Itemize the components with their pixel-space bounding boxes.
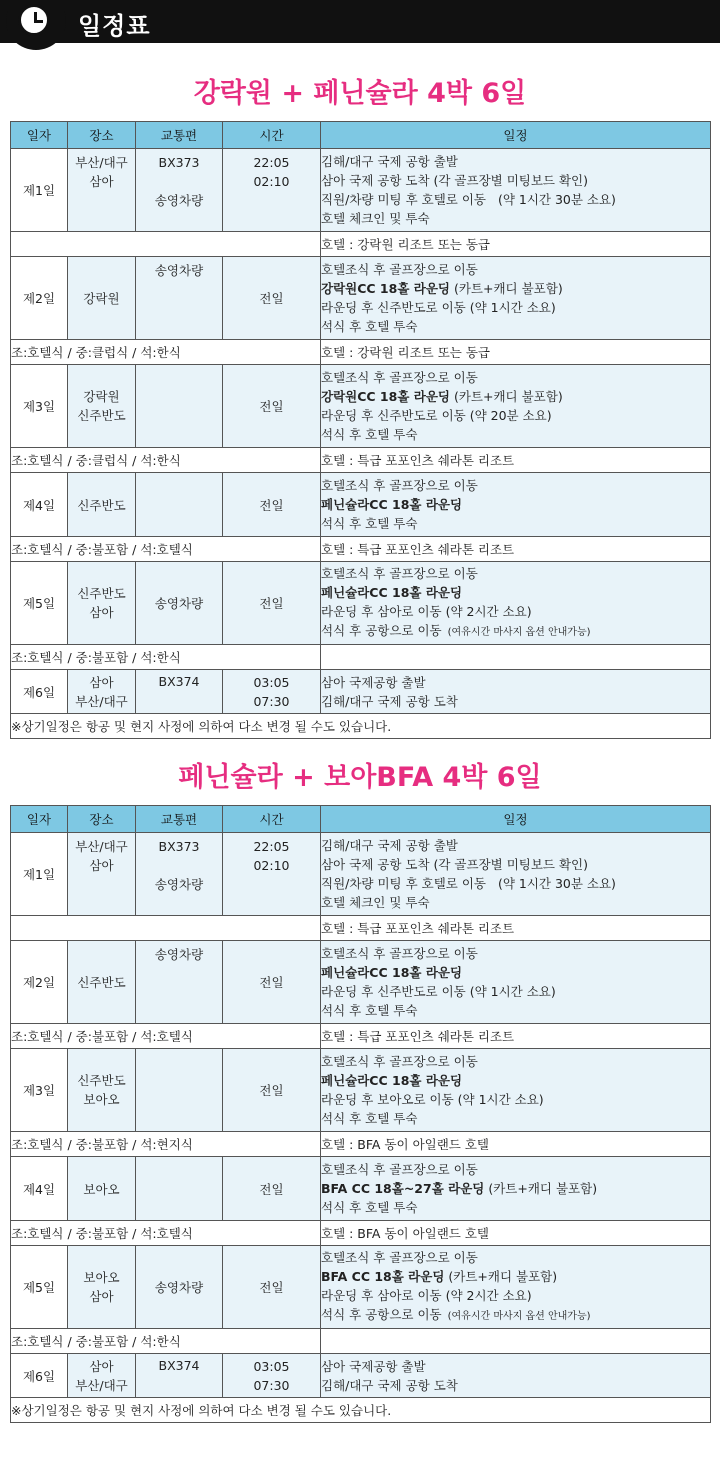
day-cell: 제4일 <box>11 473 68 537</box>
plan-title: 강락원 + 페닌슐라 4박 6일 <box>193 78 527 109</box>
transport-cell <box>136 1157 223 1221</box>
col-schedule: 일정 <box>321 122 711 149</box>
place-cell: 삼아 부산/대구 <box>68 1354 136 1398</box>
time-cell: 03:05 07:30 <box>223 1354 321 1398</box>
place-cell: 신주반도 보아오 <box>68 1049 136 1132</box>
place-cell: 보아오 <box>68 1157 136 1221</box>
transport-cell: BX373 송영차량 <box>136 833 223 916</box>
col-time: 시간 <box>223 122 321 149</box>
meal-cell: 조:호텔식 / 중:불포함 / 석:한식 <box>11 1329 321 1354</box>
schedule-detail: 삼아 국제공항 출발 김해/대구 국제 공항 도착 <box>321 1354 711 1398</box>
hotel-cell: 호텔 : 특급 포포인츠 쉐라톤 리조트 <box>321 448 711 473</box>
transport-cell: BX373 송영차량 <box>136 149 223 232</box>
transport-cell: 송영차량 <box>136 562 223 645</box>
place-cell: 부산/대구 삼아 <box>68 833 136 916</box>
time-cell: 03:05 07:30 <box>223 670 321 714</box>
day-cell: 제1일 <box>11 149 68 232</box>
header-row <box>11 122 711 149</box>
place-cell: 신주반도 삼아 <box>68 562 136 645</box>
page-title: 일정표 <box>78 12 151 40</box>
schedule-detail: 호텔조식 후 골프장으로 이동 BFA CC 18홀 라운딩 (카트+캐디 불포함) 라운딩 후 삼아로 이동 (약 2시간 소요) 석식 후 공항으로 이동 (여유시간 마사지 옵션 안내가능) <box>321 1246 711 1329</box>
time-cell: 전일 <box>223 257 321 340</box>
table-row <box>11 448 711 473</box>
schedule-detail: 호텔조식 후 골프장으로 이동 강락원CC 18홀 라운딩 (카트+캐디 불포함) 라운딩 후 신주반도로 이동 (약 1시간 소요) 석식 후 호텔 투숙 <box>321 257 711 340</box>
col-place: 장소 <box>68 122 136 149</box>
table-row <box>11 537 711 562</box>
day-cell: 제6일 <box>11 670 68 714</box>
hotel-cell: 호텔 : 강락원 리조트 또는 동급 <box>321 232 711 257</box>
table-row <box>11 1024 711 1049</box>
time-cell: 전일 <box>223 365 321 448</box>
table-row <box>11 1132 711 1157</box>
place-cell: 강락원 <box>68 257 136 340</box>
meal-cell: 조:호텔식 / 중:불포함 / 석:현지식 <box>11 1132 321 1157</box>
table-row <box>11 365 711 448</box>
time-cell: 전일 <box>223 941 321 1024</box>
hotel-cell: 호텔 : 특급 포포인츠 쉐라톤 리조트 <box>321 1024 711 1049</box>
time-cell: 전일 <box>223 473 321 537</box>
hotel-cell: 호텔 : BFA 동이 아일랜드 호텔 <box>321 1132 711 1157</box>
schedule-detail: 호텔조식 후 골프장으로 이동 강락원CC 18홀 라운딩 (카트+캐디 불포함) 라운딩 후 신주반도로 이동 (약 20분 소요) 석식 후 호텔 투숙 <box>321 365 711 448</box>
meal-cell: 조:호텔식 / 중:불포함 / 석:한식 <box>11 645 321 670</box>
col-schedule: 일정 <box>321 806 711 833</box>
table-row <box>11 1157 711 1221</box>
col-transport: 교통편 <box>136 122 223 149</box>
table-row <box>11 562 711 645</box>
place-cell: 삼아 부산/대구 <box>68 670 136 714</box>
header-bar <box>0 0 720 43</box>
table-row <box>11 257 711 340</box>
table-row <box>11 941 711 1024</box>
plan-title: 페닌슐라 + 보아BFA 4박 6일 <box>178 762 542 793</box>
schedule-detail: 호텔조식 후 골프장으로 이동 페닌슐라CC 18홀 라운딩 라운딩 후 신주반도로 이동 (약 1시간 소요) 석식 후 호텔 투숙 <box>321 941 711 1024</box>
hotel-cell: 호텔 : BFA 동이 아일랜드 호텔 <box>321 1221 711 1246</box>
table-row <box>11 1049 711 1132</box>
place-cell: 보아오 삼아 <box>68 1246 136 1329</box>
day-cell: 제6일 <box>11 1354 68 1398</box>
table-row <box>11 1354 711 1398</box>
schedule-detail: 삼아 국제공항 출발 김해/대구 국제 공항 도착 <box>321 670 711 714</box>
time-cell: 22:05 02:10 <box>223 833 321 916</box>
clock-icon <box>18 4 50 36</box>
col-day: 일자 <box>11 122 68 149</box>
meal-cell: 조:호텔식 / 중:불포함 / 석:호텔식 <box>11 1221 321 1246</box>
time-cell: 전일 <box>223 1157 321 1221</box>
place-cell: 부산/대구 삼아 <box>68 149 136 232</box>
table-row <box>11 645 711 670</box>
time-cell: 22:05 02:10 <box>223 149 321 232</box>
day-cell: 제3일 <box>11 1049 68 1132</box>
header-row <box>11 806 711 833</box>
notice-text: ※상기일정은 항공 및 현지 사정에 의하여 다소 변경 될 수도 있습니다. <box>11 1398 711 1423</box>
col-transport: 교통편 <box>136 806 223 833</box>
hotel-cell: 호텔 : 강락원 리조트 또는 동급 <box>321 340 711 365</box>
table-row <box>11 1221 711 1246</box>
transport-cell: 송영차량 <box>136 257 223 340</box>
schedule-table <box>10 121 711 739</box>
schedule-detail: 호텔조식 후 골프장으로 이동 BFA CC 18홀~27홀 라운딩 (카트+캐디 불포함) 석식 후 호텔 투숙 <box>321 1157 711 1221</box>
transport-cell <box>136 473 223 537</box>
table-row <box>11 232 711 257</box>
transport-cell: 송영차량 <box>136 1246 223 1329</box>
meal-cell: 조:호텔식 / 중:클럽식 / 석:한식 <box>11 340 321 365</box>
table-row <box>11 1329 711 1354</box>
transport-cell <box>136 365 223 448</box>
col-place: 장소 <box>68 806 136 833</box>
day-cell: 제5일 <box>11 1246 68 1329</box>
col-day: 일자 <box>11 806 68 833</box>
place-cell: 신주반도 <box>68 941 136 1024</box>
time-cell: 전일 <box>223 562 321 645</box>
table-row <box>11 1246 711 1329</box>
transport-cell <box>136 1049 223 1132</box>
day-cell: 제5일 <box>11 562 68 645</box>
schedule-detail: 호텔조식 후 골프장으로 이동 페닌슐라CC 18홀 라운딩 라운딩 후 보아오로 이동 (약 1시간 소요) 석식 후 호텔 투숙 <box>321 1049 711 1132</box>
schedule-detail: 호텔조식 후 골프장으로 이동 페닌슐라CC 18홀 라운딩 석식 후 호텔 투숙 <box>321 473 711 537</box>
place-cell: 신주반도 <box>68 473 136 537</box>
table-row <box>11 714 711 739</box>
transport-cell: 송영차량 <box>136 941 223 1024</box>
table-row <box>11 916 711 941</box>
day-cell: 제2일 <box>11 257 68 340</box>
transport-cell: BX374 <box>136 1354 223 1398</box>
table-row <box>11 833 711 916</box>
meal-cell: 조:호텔식 / 중:불포함 / 석:호텔식 <box>11 1024 321 1049</box>
day-cell: 제3일 <box>11 365 68 448</box>
time-cell: 전일 <box>223 1049 321 1132</box>
place-cell: 강락원 신주반도 <box>68 365 136 448</box>
col-time: 시간 <box>223 806 321 833</box>
schedule-detail: 김해/대구 국제 공항 출발 삼아 국제 공항 도착 (각 골프장별 미팅보드 확인) 직원/차량 미팅 후 호텔로 이동 (약 1시간 30분 소요) 호텔 체크인 및 투숙 <box>321 833 711 916</box>
table-row <box>11 340 711 365</box>
schedule-detail: 호텔조식 후 골프장으로 이동 페닌슐라CC 18홀 라운딩 라운딩 후 삼아로 이동 (약 2시간 소요) 석식 후 공항으로 이동 (여유시간 마사지 옵션 안내가능) <box>321 562 711 645</box>
day-cell: 제1일 <box>11 833 68 916</box>
day-cell: 제4일 <box>11 1157 68 1221</box>
schedule-detail: 김해/대구 국제 공항 출발 삼아 국제 공항 도착 (각 골프장별 미팅보드 확인) 직원/차량 미팅 후 호텔로 이동 (약 1시간 30분 소요) 호텔 체크인 및 투숙 <box>321 149 711 232</box>
hotel-cell: 호텔 : 특급 포포인츠 쉐라톤 리조트 <box>321 537 711 562</box>
schedule-table <box>10 805 711 1423</box>
meal-cell: 조:호텔식 / 중:클럽식 / 석:한식 <box>11 448 321 473</box>
table-row <box>11 149 711 232</box>
table-row <box>11 1398 711 1423</box>
meal-cell: 조:호텔식 / 중:불포함 / 석:호텔식 <box>11 537 321 562</box>
transport-cell: BX374 <box>136 670 223 714</box>
table-row <box>11 670 711 714</box>
notice-text: ※상기일정은 항공 및 현지 사정에 의하여 다소 변경 될 수도 있습니다. <box>11 714 711 739</box>
time-cell: 전일 <box>223 1246 321 1329</box>
table-row <box>11 473 711 537</box>
day-cell: 제2일 <box>11 941 68 1024</box>
hotel-cell: 호텔 : 특급 포포인츠 쉐라톤 리조트 <box>321 916 711 941</box>
